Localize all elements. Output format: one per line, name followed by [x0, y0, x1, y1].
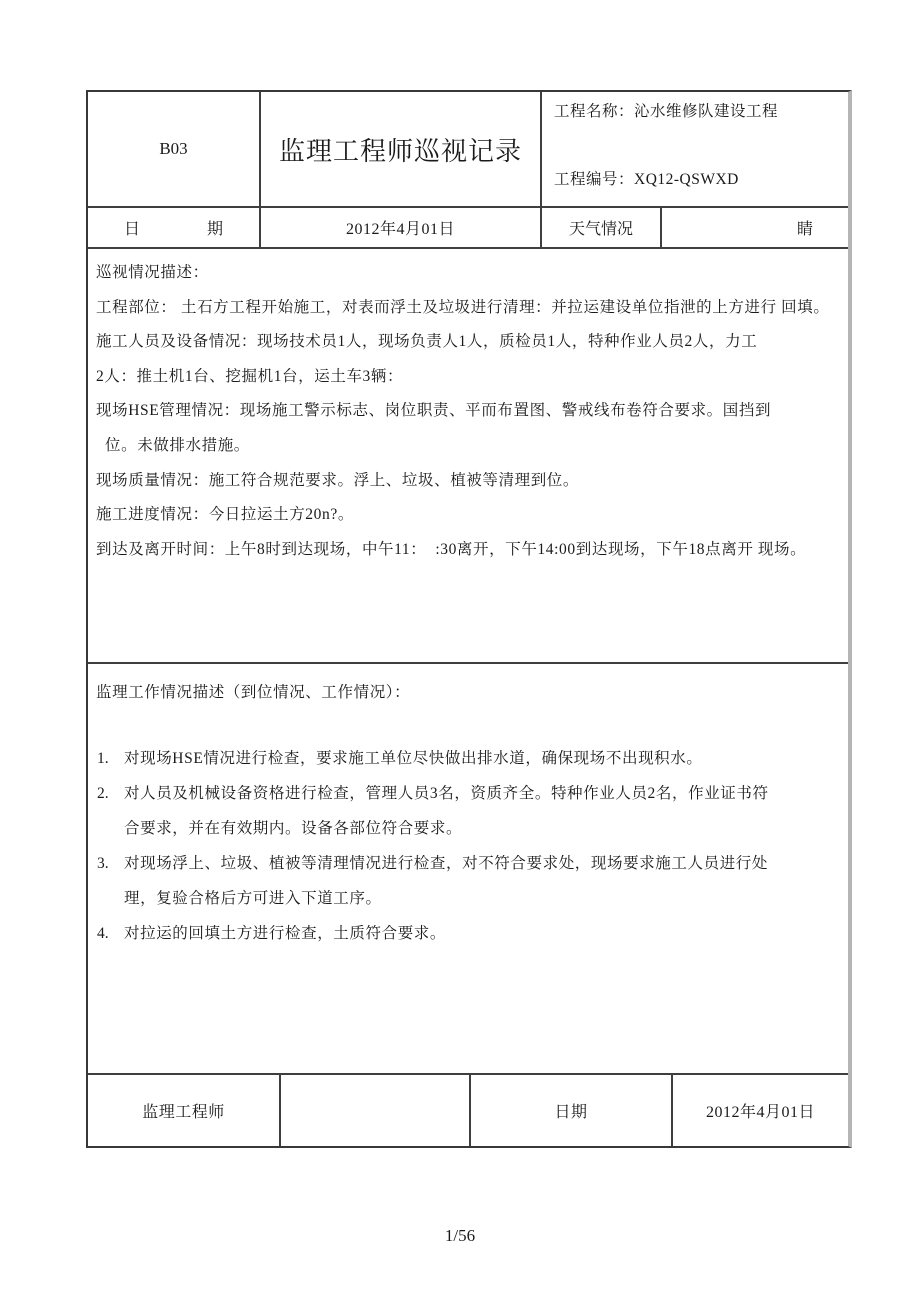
date-label-cell	[88, 208, 259, 247]
supervision-item	[88, 916, 848, 951]
date-label-right: 期	[206, 221, 223, 238]
form-title: 监理工程师巡视记录	[278, 136, 522, 166]
item-number: 3.	[97, 855, 109, 872]
form-code-cell	[88, 92, 259, 206]
patrol-line: 到达及离开时间：上午8时到达现场，中午11： :30离开，下午14:00到达现场，下午18点离开 现场。	[96, 540, 807, 558]
supervision-section	[88, 662, 848, 1073]
form-code: B03	[159, 139, 188, 158]
weather-label: 天气情况	[568, 221, 633, 238]
supervision-item	[88, 741, 848, 776]
sig-date-label-cell	[469, 1075, 671, 1146]
engineer-label: 监理工程师	[142, 1104, 225, 1121]
sig-date-value: 2012年4月01日	[705, 1104, 815, 1121]
weather-label-cell	[540, 208, 660, 247]
patrol-line: 施工人员及设备情况：现场技术员1人，现场负责人1人，质检员1人，特种作业人员2人，力工	[96, 333, 758, 351]
project-info-cell	[540, 92, 848, 206]
item-text: 对现场浮上、垃圾、植被等清理情况进行检查，对不符合要求处，现场要求施工人员进行处	[124, 855, 769, 872]
date-value-cell	[259, 208, 540, 247]
supervision-list	[88, 741, 848, 951]
item-number: 1.	[97, 750, 109, 767]
header-row-1	[88, 92, 848, 206]
header-row-2	[88, 206, 848, 247]
supervision-item-continuation	[88, 811, 848, 846]
signature-row	[88, 1073, 848, 1146]
patrol-line: 现场HSE管理情况：现场施工警示标志、岗位职责、平而布置图、警戒线布卷符合要求。国挡到	[96, 402, 772, 420]
patrol-line: 位。未做排水措施。	[105, 436, 250, 454]
supervision-item	[88, 846, 848, 881]
supervision-item-continuation	[88, 881, 848, 916]
patrol-line: 现场质量情况：施工符合规范要求。浮上、垃圾、植被等清理到位。	[96, 471, 580, 489]
project-code: 工程编号：XQ12-QSWXD	[554, 171, 739, 188]
patrol-line: 2人：推土机1台、挖掘机1台，运土车3辆：	[96, 367, 404, 385]
weather-value: 睛	[796, 221, 813, 238]
patrol-description-section	[88, 247, 848, 662]
patrol-line: 工程部位： 土石方工程开始施工，对表而浮土及垃圾进行清理：并拉运建设单位指泄的上方进行 回填。	[96, 298, 830, 316]
item-text: 理，复验合格后方可进入下道工序。	[124, 890, 382, 907]
item-number: 2.	[97, 785, 109, 802]
patrol-line: 巡视情况描述：	[96, 264, 209, 281]
item-number: 4.	[97, 925, 109, 942]
sig-date-value-cell	[671, 1075, 848, 1146]
date-value: 2012年4月01日	[345, 221, 455, 238]
engineer-label-cell	[88, 1075, 279, 1146]
supervision-heading: 监理工作情况描述（到位情况、工作情况）：	[96, 684, 411, 701]
item-text: 对现场HSE情况进行检查，要求施工单位尽快做出排水道，确保现场不出现积水。	[124, 750, 703, 767]
item-text: 对人员及机械设备资格进行检查，管理人员3名，资质齐全。特种作业人员2名，作业证书符	[124, 785, 769, 802]
form-title-cell	[259, 92, 540, 206]
item-number	[88, 881, 124, 916]
weather-value-cell	[660, 208, 848, 247]
item-text: 对拉运的回填土方进行检查，土质符合要求。	[124, 925, 447, 942]
sig-date-label: 日期	[554, 1104, 588, 1121]
page-number: 1/56	[444, 1226, 476, 1245]
supervision-item	[88, 776, 848, 811]
item-number	[88, 811, 124, 846]
item-text: 合要求，并在有效期内。设备各部位符合要求。	[124, 820, 463, 837]
project-name: 工程名称：沁水维修队建设工程	[554, 103, 779, 120]
date-label-left: 日	[124, 221, 141, 238]
engineer-signature-cell	[279, 1075, 469, 1146]
inspection-record-table	[86, 90, 852, 1148]
patrol-line: 施工进度情况：今日拉运土方20n?。	[96, 506, 354, 524]
